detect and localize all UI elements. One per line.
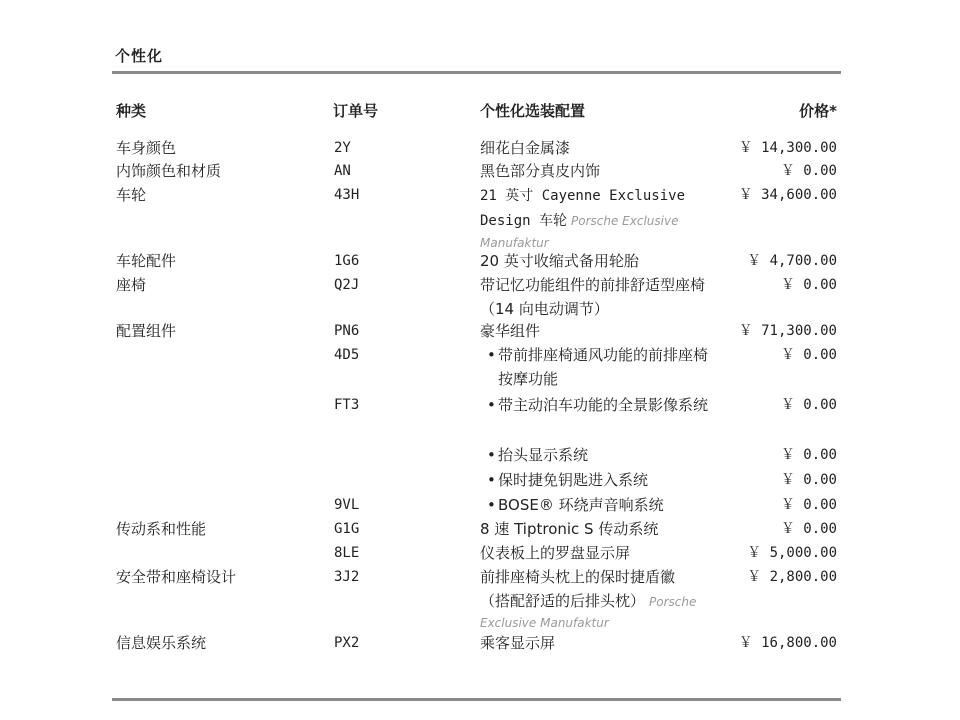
row-code: 8LE [334,545,360,561]
row-config-main: 前排座椅头枕上的保时捷盾徽 [480,568,676,586]
bullet-icon: • [487,446,496,464]
row-price: ￥ 71,300.00 [738,323,837,339]
row-price: ￥ 4,700.00 [747,253,837,269]
row-config: 豪华组件 [480,322,541,340]
row-price: ￥ 34,600.00 [738,187,837,203]
row-config: 带主动泊车功能的全景影像系统 [498,396,709,414]
row-price: ￥ 14,300.00 [738,140,837,156]
row-price: ￥ 0.00 [780,497,837,513]
row-config: 黑色部分真皮内饰 [480,162,601,180]
row-config: 保时捷免钥匙进入系统 [498,471,649,489]
row-code: PX2 [334,635,360,651]
row-config: 细花白金属漆 [480,139,571,157]
row-config: 乘客显示屏 [480,634,556,652]
row-category: 安全带和座椅设计 [116,568,237,586]
row-config-bulleted [487,443,720,467]
row-code: 2Y [334,140,351,156]
bullet-icon: • [487,471,496,489]
row-config-bulleted [487,493,720,517]
row-price: ￥ 0.00 [780,447,837,463]
header-order-code: 订单号 [333,102,379,120]
row-code: PN6 [334,323,360,339]
row-category: 座椅 [116,276,147,294]
row-config-second: Design 车轮 [480,213,568,229]
row-code: 1G6 [334,253,360,269]
row-config [480,183,730,253]
row-config: 仪表板上的罗盘显示屏 [480,544,631,562]
row-code: G1G [334,521,360,537]
section-title: 个性化 [115,47,164,65]
row-category: 车轮配件 [116,252,177,270]
row-config-second: （搭配舒适的后排头枕） [480,592,646,610]
header-config: 个性化选装配置 [480,102,586,120]
row-code: Q2J [334,277,360,293]
bullet-icon: • [487,396,496,414]
row-category: 内饰颜色和材质 [116,162,222,180]
row-price: ￥ 0.00 [780,521,837,537]
row-config: 抬头显示系统 [498,446,589,464]
row-category: 信息娱乐系统 [116,634,207,652]
bullet-icon: • [487,346,496,364]
row-config [480,565,730,633]
row-code: AN [334,163,351,179]
row-config-note: Porsche [649,595,697,609]
row-price: ￥ 5,000.00 [747,545,837,561]
row-category: 车轮 [116,186,147,204]
row-config-bulleted [487,468,720,492]
row-category: 传动系和性能 [116,520,207,538]
bullet-icon: • [487,496,496,514]
row-config: 8 速 Tiptronic S 传动系统 [480,520,659,538]
row-config: 带记忆功能组件的前排舒适型座椅（14 向电动调节） [480,276,706,318]
row-config-main: 21 英寸 Cayenne Exclusive [480,188,686,204]
row-config-note-second: Manufaktur [480,236,549,250]
row-price: ￥ 2,800.00 [747,569,837,585]
row-config-bulleted [487,393,720,417]
row-code: 3J2 [334,569,360,585]
row-code: FT3 [334,397,360,413]
row-code: 43H [334,187,360,203]
row-price: ￥ 16,800.00 [738,635,837,651]
row-price: ￥ 0.00 [780,397,837,413]
row-config: 带前排座椅通风功能的前排座椅按摩功能 [498,346,709,388]
row-category: 配置组件 [116,322,177,340]
bottom-divider [112,698,841,701]
row-price: ￥ 0.00 [780,277,837,293]
row-category: 车身颜色 [116,139,177,157]
row-config-note: Porsche Exclusive [571,214,679,228]
row-config: BOSE® 环绕声音响系统 [498,496,664,514]
row-config-bulleted [487,343,720,391]
row-config: 20 英寸收缩式备用轮胎 [480,252,639,270]
row-price: ￥ 0.00 [780,163,837,179]
row-price: ￥ 0.00 [780,472,837,488]
row-code: 4D5 [334,347,360,363]
row-code: 9VL [334,497,360,513]
header-category: 种类 [116,102,147,120]
header-price: 价格* [799,102,837,120]
row-config-note-second: Exclusive Manufaktur [480,616,609,630]
row-price: ￥ 0.00 [780,347,837,363]
